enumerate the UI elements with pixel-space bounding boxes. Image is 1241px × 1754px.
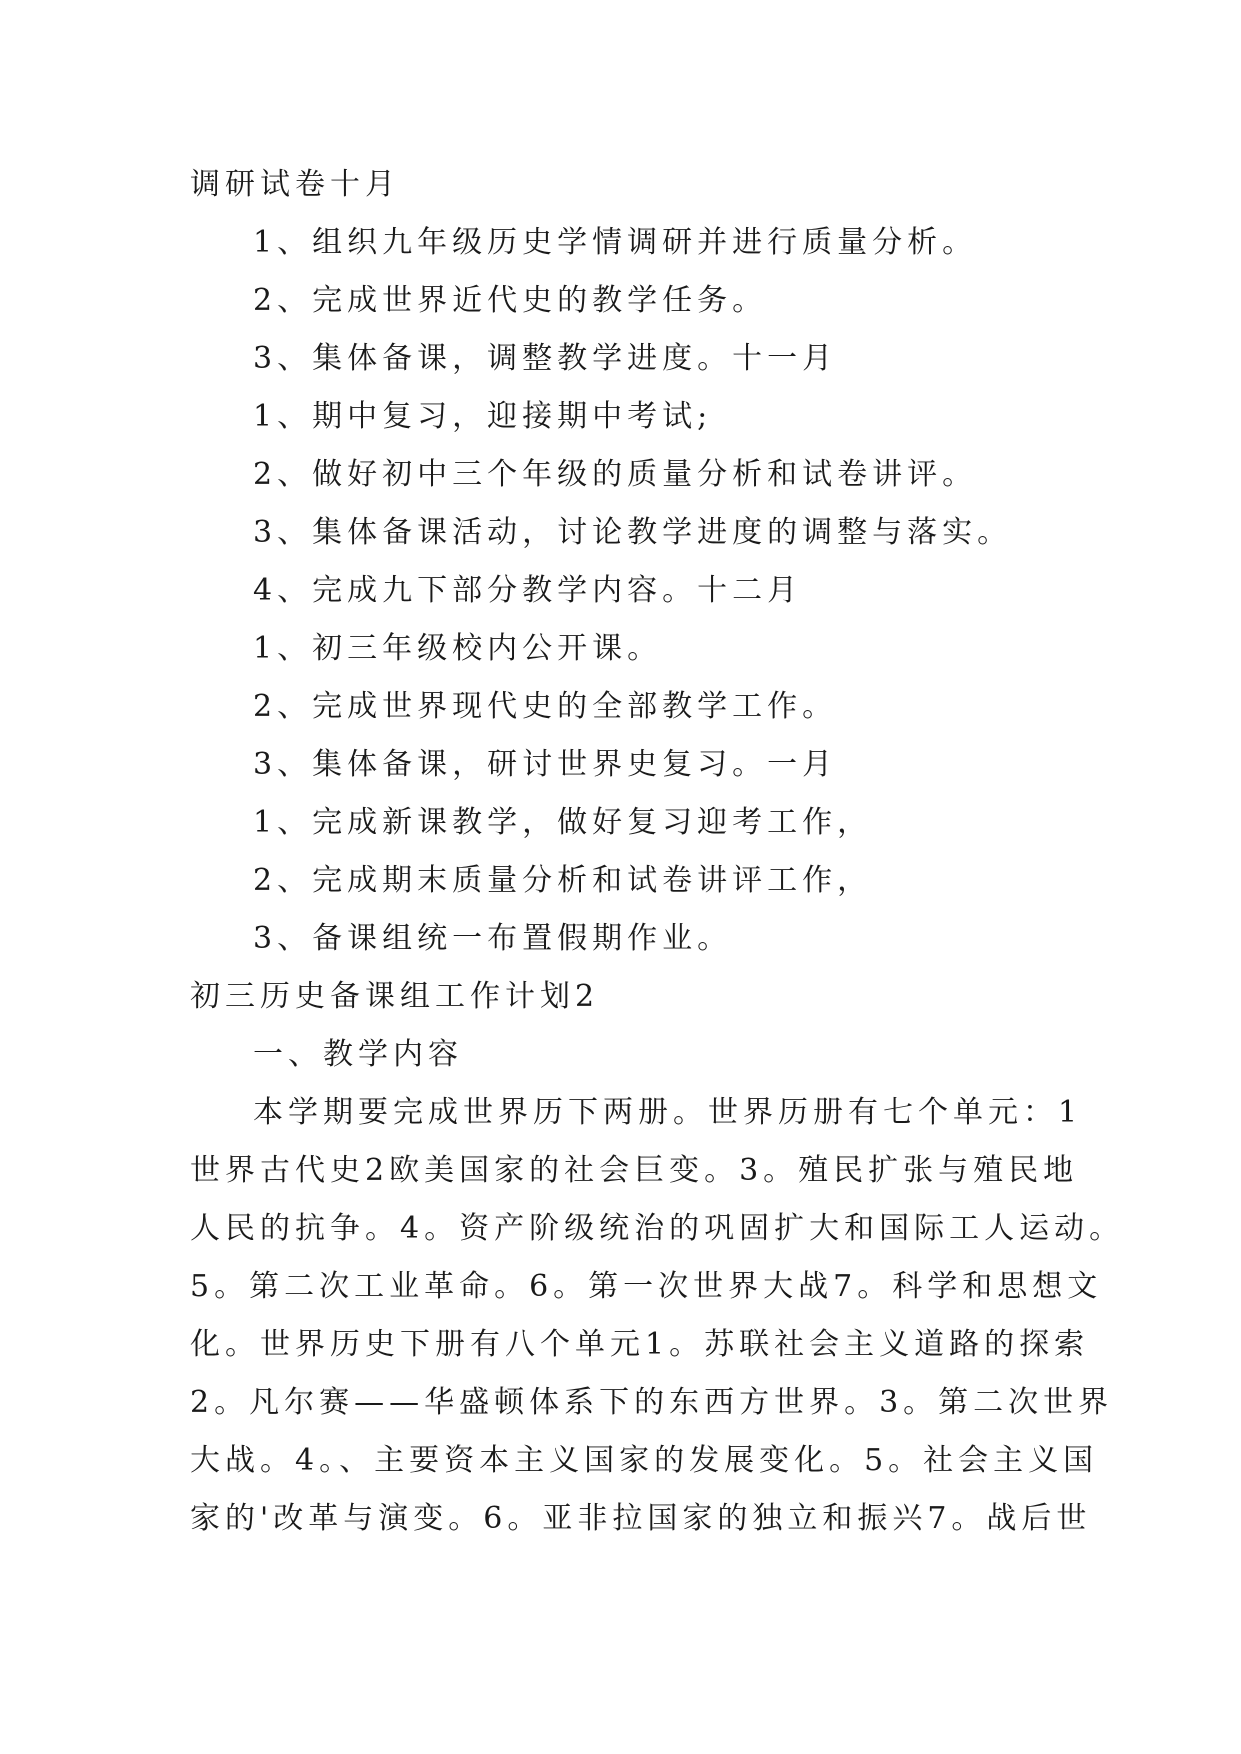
text-line: 1、完成新课教学，做好复习迎考工作， (253, 805, 873, 840)
text-line: 4、完成九下部分教学内容。十二月 (253, 573, 803, 608)
text-line: 3、集体备课，研讨世界史复习。一月 (253, 747, 838, 782)
text-line: 1、初三年级校内公开课。 (253, 631, 663, 666)
text-line: 2。凡尔赛——华盛顿体系下的东西方世界。3。第二次世界 (190, 1385, 1114, 1420)
text-line: 化。世界历史下册有八个单元1。苏联社会主义道路的探索 (190, 1327, 1090, 1362)
section-heading: 初三历史备课组工作计划2 (190, 979, 600, 1014)
text-line: 2、完成期末质量分析和试卷讲评工作， (253, 863, 873, 898)
text-line: 大战。4。、主要资本主义国家的发展变化。5。社会主义国 (190, 1443, 1099, 1478)
text-line: 本学期要完成世界历下两册。世界历册有七个单元：1 (253, 1095, 1083, 1130)
text-line: 1、期中复习，迎接期中考试; (253, 399, 713, 434)
text-line: 世界古代史2欧美国家的社会巨变。3。殖民扩张与殖民地 (190, 1153, 1079, 1188)
text-line: 家的'改革与演变。6。亚非拉国家的独立和振兴7。战后世 (190, 1501, 1092, 1536)
text-line: 人民的抗争。4。资产阶级统治的巩固扩大和国际工人运动。 (190, 1211, 1125, 1246)
text-line: 3、集体备课活动，讨论教学进度的调整与落实。 (253, 515, 1013, 550)
text-line: 2、完成世界近代史的教学任务。 (253, 283, 768, 318)
text-line: 3、集体备课，调整教学进度。十一月 (253, 341, 838, 376)
text-line: 2、做好初中三个年级的质量分析和试卷讲评。 (253, 457, 978, 492)
text-line: 调研试卷十月 (190, 167, 400, 202)
text-line: 1、组织九年级历史学情调研并进行质量分析。 (253, 225, 978, 260)
text-line: 2、完成世界现代史的全部教学工作。 (253, 689, 838, 724)
text-line: 5。第二次工业革命。6。第一次世界大战7。科学和思想文 (190, 1269, 1103, 1304)
subsection-heading: 一、教学内容 (253, 1037, 463, 1072)
text-line: 3、备课组统一布置假期作业。 (253, 921, 733, 956)
